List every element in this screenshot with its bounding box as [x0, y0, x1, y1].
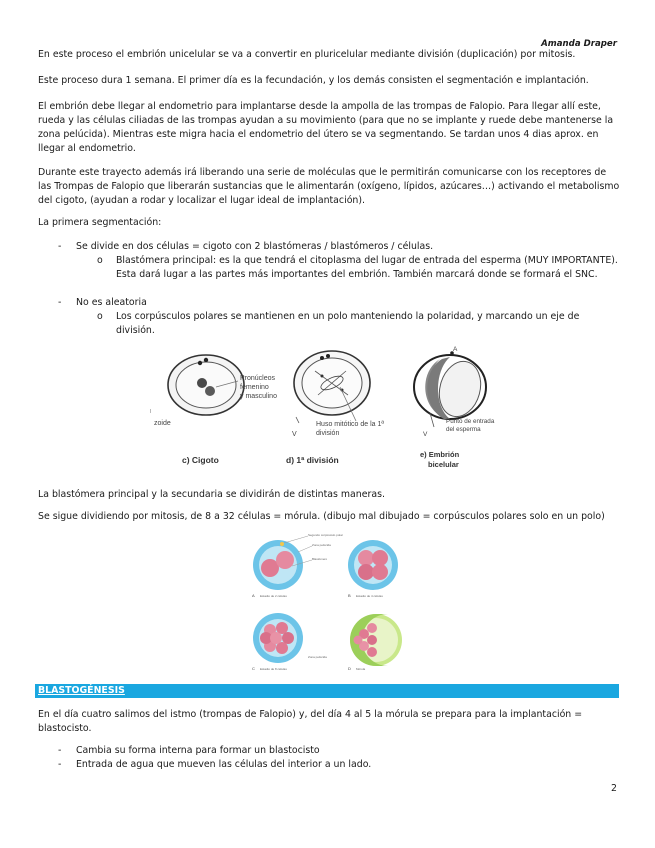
label-pronucleos-1: Pronúcleos: [240, 375, 276, 382]
list-bullet-dash: -: [58, 745, 62, 756]
caption-stage-c: Estadio de 8 células: [260, 667, 287, 671]
caption-cigoto: c) Cigoto: [182, 455, 219, 465]
label-huso-2: división: [316, 430, 340, 437]
section-heading: BLASTOGÉNESIS: [38, 685, 125, 696]
label-pronucleos-3: y masculino: [240, 393, 277, 400]
label-v-second: V: [423, 431, 428, 438]
author-name: Amanda Draper: [541, 39, 617, 49]
stage-four-cell: [348, 540, 398, 590]
caption-embrion-1: e) Embrión: [420, 450, 460, 459]
paragraph-migration: El embrión debe llegar al endometrio para implantarse desde la ampolla de las trompas de Falopio. Para llegar allí este, rueda y las células ciliadas de las trompas ayudan a su movimiento (para que no se implante y ruede debe mantenerse la zona pelúcida). Mientras este migra hacia el endometrio del útero se va segmentando. Se tardan unos 4 dias aprox. en llegar al endometrio.: [38, 101, 614, 154]
paragraph-morula: Se sigue dividiendo por mitosis, de 8 a 32 células = mórula. (dibujo mal dibujado = corpúsculos polares solo en un polo): [38, 511, 605, 522]
figure-morula-stages: [248, 530, 418, 680]
label-zoide: zoide: [154, 420, 171, 427]
list-bullet-sub: o: [97, 311, 103, 322]
label-stage-d: D: [348, 666, 351, 671]
list-item-change-form: Cambia su forma interna para formar un blastocisto: [76, 745, 320, 756]
zygote-diagram: [150, 355, 244, 415]
stage-eight-cell: [253, 613, 303, 663]
section-heading-bar: [35, 684, 619, 698]
list-item-water-entry: Entrada de agua que mueven las células del interior a un lado.: [76, 759, 372, 770]
list-bullet-sub: o: [97, 255, 103, 266]
figure-first-division: [150, 343, 510, 478]
label-punto-entrada-2: del esperma: [446, 426, 481, 433]
label-corpusculo: Segundo corpúsculo polar: [308, 533, 343, 537]
paragraph-intro: En este proceso el embrión unicelular se va a convertir en pluricelular mediante división (duplicación) por mitosis.: [38, 49, 576, 60]
caption-embrion-2: bicelular: [428, 460, 459, 469]
caption-stage-d: Mórula: [356, 667, 366, 671]
label-pronucleos-2: femenino: [240, 384, 269, 391]
caption-stage-a: Estadio de 2 células: [260, 594, 287, 598]
caption-primera-division: d) 1ª división: [286, 455, 339, 465]
paragraph-duration: Este proceso dura 1 semana. El primer día es la fecundación, y los demás consisten el segmentación e implantación.: [38, 75, 589, 86]
label-a-pole: A: [453, 346, 458, 353]
list-bullet-dash: -: [58, 759, 62, 770]
label-punto-entrada-1: Punto de entrada: [446, 418, 495, 425]
list-bullet-dash: -: [58, 241, 62, 252]
label-stage-a: A: [252, 593, 255, 598]
paragraph-first-segmentation: La primera segmentación:: [38, 217, 162, 228]
list-subitem-corpusculos: Los corpúsculos polares se mantienen en un polo manteniendo la polaridad, y marcando un eje de división.: [116, 311, 580, 336]
bicellular-embryo-diagram: [414, 351, 487, 427]
label-v-first: V: [292, 431, 297, 438]
figure-first-division-drawing: [150, 343, 510, 478]
list-bullet-dash: -: [58, 297, 62, 308]
label-zona-pelucida-2: Zona pelúcida: [308, 655, 327, 659]
label-stage-b: B: [348, 593, 351, 598]
label-stage-c: C: [252, 666, 255, 671]
label-zona-pelucida: Zona pelúcida: [312, 543, 331, 547]
list-item-not-random: No es aleatoria: [76, 297, 147, 308]
stage-two-cell: [253, 536, 312, 590]
caption-stage-b: Estadio de 4 células: [356, 594, 383, 598]
label-huso-1: Huso mitótico de la 1ª: [316, 421, 384, 428]
list-item-divide: Se divide en dos células = cigoto con 2 blastómeras / blastómeros / células.: [76, 241, 434, 252]
stage-morula: [350, 614, 402, 666]
list-subitem-blastomera: Blastómera principal: es la que tendrá el citoplasma del lugar de entrada del esperma (MUY IMPORTANTE). Esta dará lugar a las partes más importantes del embrión. También marcará donde se formará el SNC.: [116, 255, 618, 280]
first-division-diagram: [294, 351, 370, 423]
page-number: 2: [611, 783, 617, 794]
paragraph-molecules: Durante este trayecto además irá liberando una serie de moléculas que le permitirán comunicarse con los receptores de las Trompas de Falopio que liberarán sustancias que le alimentarán (oxígeno, lípidos, azúcares…) activando el metabolismo del cigoto, (ayudan a rodar y localizar el lugar ideal de implantación).: [38, 167, 620, 206]
figure-morula-drawing: [248, 530, 418, 680]
paragraph-blastogenesis: En el día cuatro salimos del istmo (trompas de Falopio) y, del día 4 al 5 la mórula se prepara para la implantación = blastocisto.: [38, 709, 583, 734]
paragraph-different-division: La blastómera principal y la secundaria se dividirán de distintas maneras.: [38, 489, 385, 500]
label-blastomero: Blastómero: [312, 557, 328, 561]
